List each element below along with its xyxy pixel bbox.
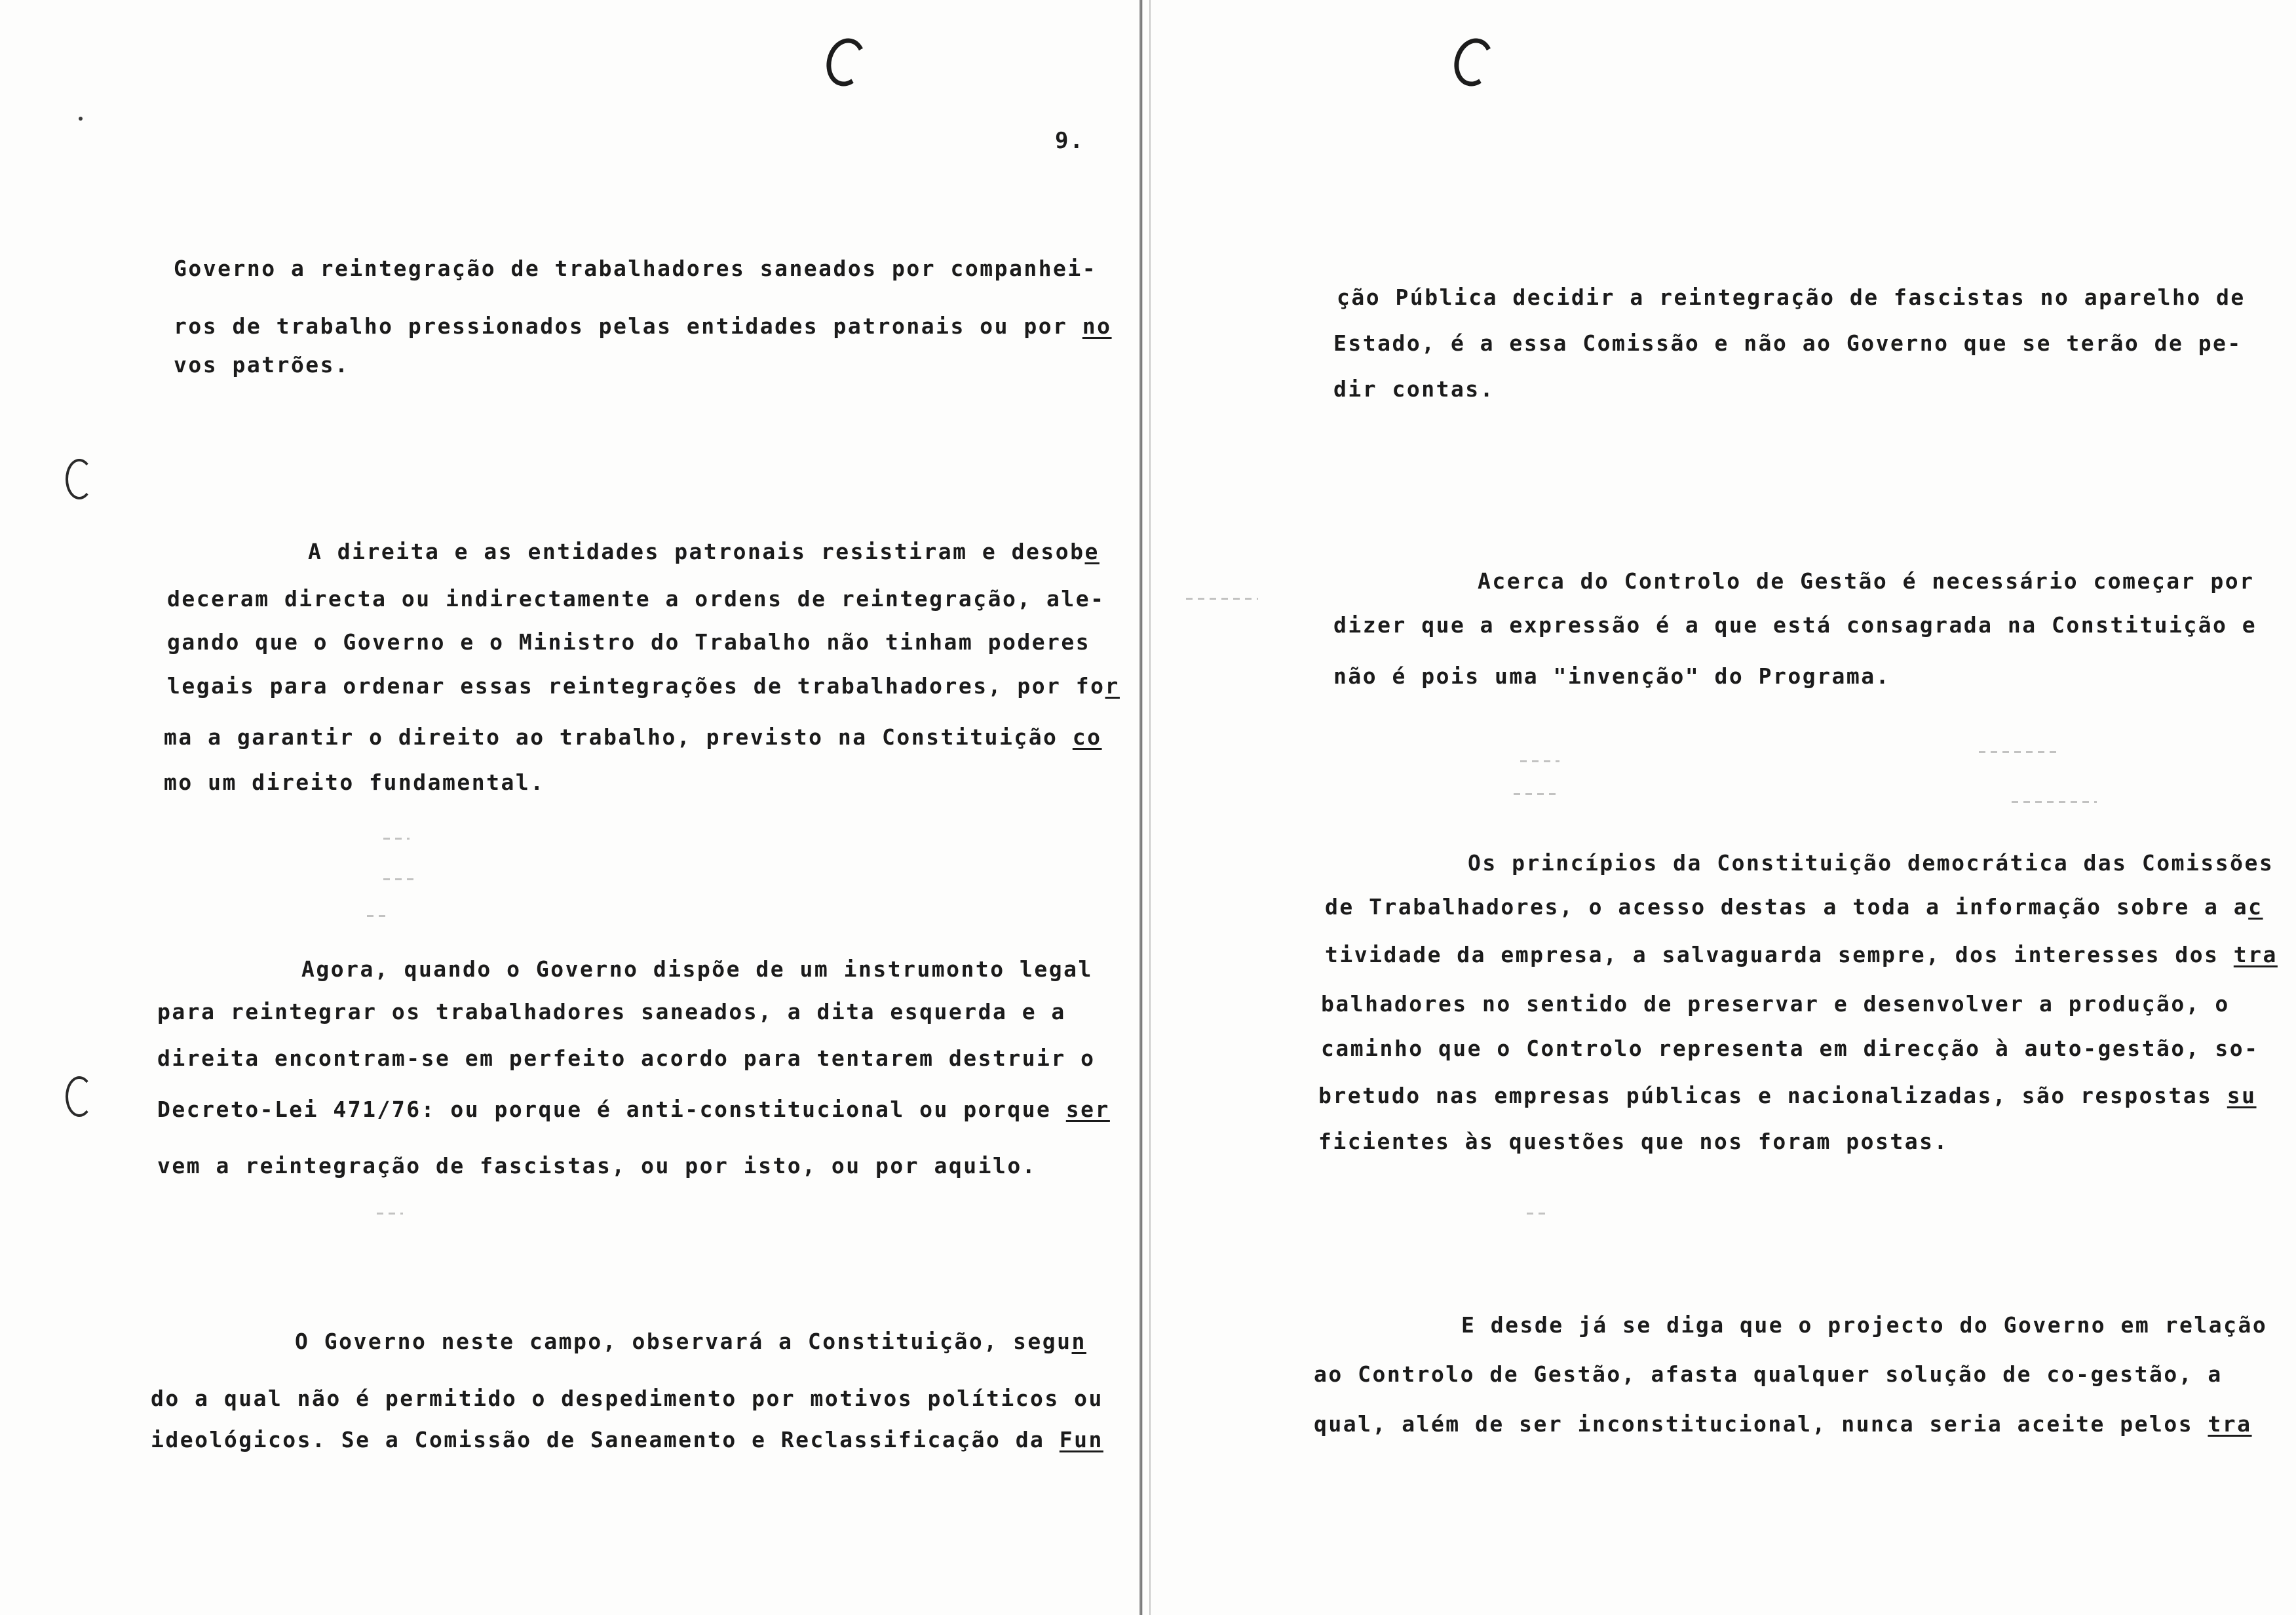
page-number: 9. <box>1055 128 1084 154</box>
text-line: do a qual não é permitido o despedimento por motivos políticos ou <box>151 1386 1103 1411</box>
text-line: qual, além de ser inconstitucional, nunca seria aceite pelos tra <box>1314 1411 2252 1437</box>
text-line: balhadores no sentido de preservar e desenvolver a produção, o <box>1321 991 2230 1017</box>
text-line: vos patrões. <box>174 352 350 378</box>
text-line: ficientes às questões que nos foram postas. <box>1318 1129 1949 1154</box>
text-line: mo um direito fundamental. <box>164 769 545 795</box>
text-line: bretudo nas empresas públicas e nacionalizadas, são respostas su <box>1318 1083 2257 1108</box>
text-line: tividade da empresa, a salvaguarda sempre, dos interesses dos tra <box>1325 942 2278 967</box>
bleed-through-mark <box>1186 598 1258 600</box>
text-line: gando que o Governo e o Ministro do Trabalho não tinham poderes <box>167 629 1091 655</box>
text-line: ção Pública decidir a reintegração de fascistas no aparelho de <box>1337 284 2246 310</box>
bleed-through-mark <box>2012 801 2097 803</box>
paragraph-first-line: A direita e as entidades patronais resistiram e desobe <box>308 539 1100 564</box>
text-line: não é pois uma "invenção" do Programa. <box>1333 663 1890 689</box>
text-line: direita encontram-se em perfeito acordo para tentarem destruir o <box>157 1045 1096 1071</box>
paragraph-first-line: E desde já se diga que o projecto do Governo em relação <box>1461 1312 2268 1338</box>
text-line: ros de trabalho pressionados pelas entidades patronais ou por no <box>174 313 1112 339</box>
bleed-through-mark <box>1520 760 1559 762</box>
bleed-through-mark <box>367 915 387 917</box>
punch-hole-mark <box>1449 34 1498 90</box>
bleed-through-mark <box>1514 793 1559 795</box>
bleed-through-mark <box>383 878 416 880</box>
right-page <box>1147 0 2296 1615</box>
paragraph-first-line: Agora, quando o Governo dispõe de um instrumonto legal <box>301 956 1093 982</box>
text-line: vem a reintegração de fascistas, ou por isto, ou por aquilo. <box>157 1153 1037 1178</box>
text-line: ideológicos. Se a Comissão de Saneamento e Reclassificação da Fun <box>151 1427 1103 1452</box>
text-line: Estado, é a essa Comissão e não ao Governo que se terão de pe- <box>1333 330 2242 356</box>
text-line: Governo a reintegração de trabalhadores saneados por companhei- <box>174 256 1098 281</box>
text-line: de Trabalhadores, o acesso destas a toda a informação sobre a ac <box>1325 894 2263 920</box>
bleed-through-mark <box>1979 751 2057 753</box>
text-line: dizer que a expressão é a que está consagrada na Constituição e <box>1333 612 2257 638</box>
text-line: dir contas. <box>1333 376 1495 402</box>
text-line: ma a garantir o direito ao trabalho, previsto na Constituição co <box>164 724 1102 750</box>
text-line: legais para ordenar essas reintegrações de trabalhadores, por for <box>167 673 1120 699</box>
ink-speck <box>79 117 83 121</box>
paragraph-first-line: Os princípios da Constituição democrática das Comissões <box>1468 850 2274 876</box>
bleed-through-mark <box>383 838 410 840</box>
punch-hole-mark <box>66 1076 93 1117</box>
paragraph-first-line: O Governo neste campo, observará a Constituição, segun <box>295 1329 1086 1354</box>
text-line: Decreto-Lei 471/76: ou porque é anti-constitucional ou porque ser <box>157 1097 1110 1122</box>
bleed-through-mark <box>1527 1213 1546 1215</box>
text-line: para reintegrar os trabalhadores saneados, a dita esquerda e a <box>157 999 1066 1024</box>
punch-hole-mark <box>66 459 93 499</box>
text-line: ao Controlo de Gestão, afasta qualquer solução de co-gestão, a <box>1314 1361 2223 1387</box>
punch-hole-mark <box>821 34 870 90</box>
text-line: caminho que o Controlo representa em direcção à auto-gestão, so- <box>1321 1036 2259 1061</box>
paragraph-first-line: Acerca do Controlo de Gestão é necessário começar por <box>1478 568 2255 594</box>
bleed-through-mark <box>377 1213 403 1215</box>
text-line: deceram directa ou indirectamente a ordens de reintegração, ale- <box>167 586 1105 612</box>
left-page <box>0 0 1140 1615</box>
